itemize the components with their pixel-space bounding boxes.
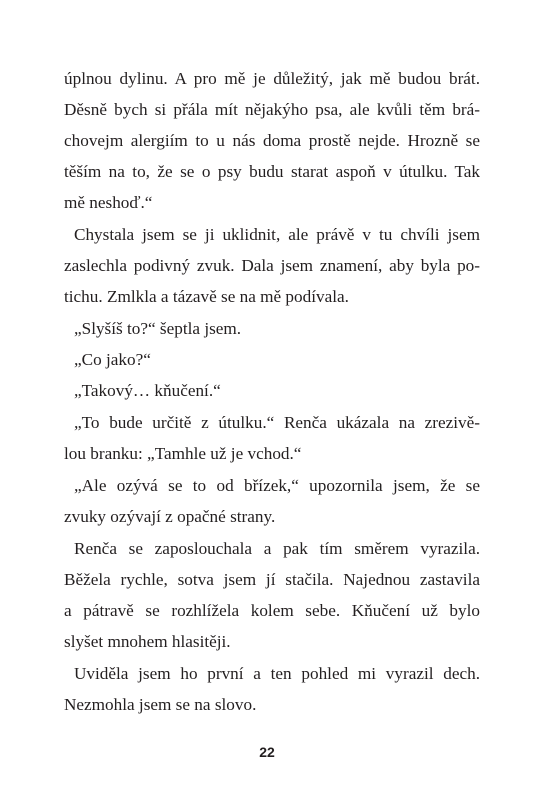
text-line: zvuky ozývají z opačné strany. [64,507,276,526]
text-line: lou branku: „Tamhle už je vchod.“ [64,444,302,463]
paragraph-start-line: Chystala jsem se ji uklidnit, ale právě v tu chvíli jsem [74,225,480,244]
dialogue-line: „Co jako?“ [74,350,151,369]
paragraph-start-line: Uviděla jsem ho první a ten pohled mi vyrazil dech. [74,664,480,683]
paragraph-start-line: Renča se zaposlouchala a pak tím směrem vyrazila. [74,539,480,558]
text-line: mě neshoď.“ [64,193,153,212]
text-line: chovejm alergiím to u nás doma prostě nejde. Hrozně se [64,131,480,150]
paragraph-start-line: „To bude určitě z útulku.“ Renča ukázala na zrezivě- [74,413,480,432]
text-line: a pátravě se rozhlížela kolem sebe. Kňučení už bylo [64,601,480,620]
page-number: 22 [259,744,275,760]
text-line: slyšet mnohem hlasitěji. [64,632,231,651]
text-line: zaslechla podivný zvuk. Dala jsem znamení, aby byla po- [64,256,480,275]
dialogue-line: „Slyšíš to?“ šeptla jsem. [74,319,242,338]
text-line: Děsně bych si přála mít nějakýho psa, ale kvůli těm brá- [64,100,480,119]
text-line: těším na to, že se o psy budu starat aspoň v útulku. Tak [64,162,480,181]
dialogue-line: „Takový… kňučení.“ [74,381,221,400]
text-line: Běžela rychle, sotva jsem jí stačila. Najednou zastavila [64,570,480,589]
text-line: Nezmohla jsem se na slovo. [64,695,257,714]
text-line: tichu. Zmlkla a tázavě se na mě podívala. [64,287,349,306]
paragraph-start-line: „Ale ozývá se to od břízek,“ upozornila jsem, že se [74,476,480,495]
text-line: úplnou dylinu. A pro mě je důležitý, jak mě budou brát. [64,69,480,88]
